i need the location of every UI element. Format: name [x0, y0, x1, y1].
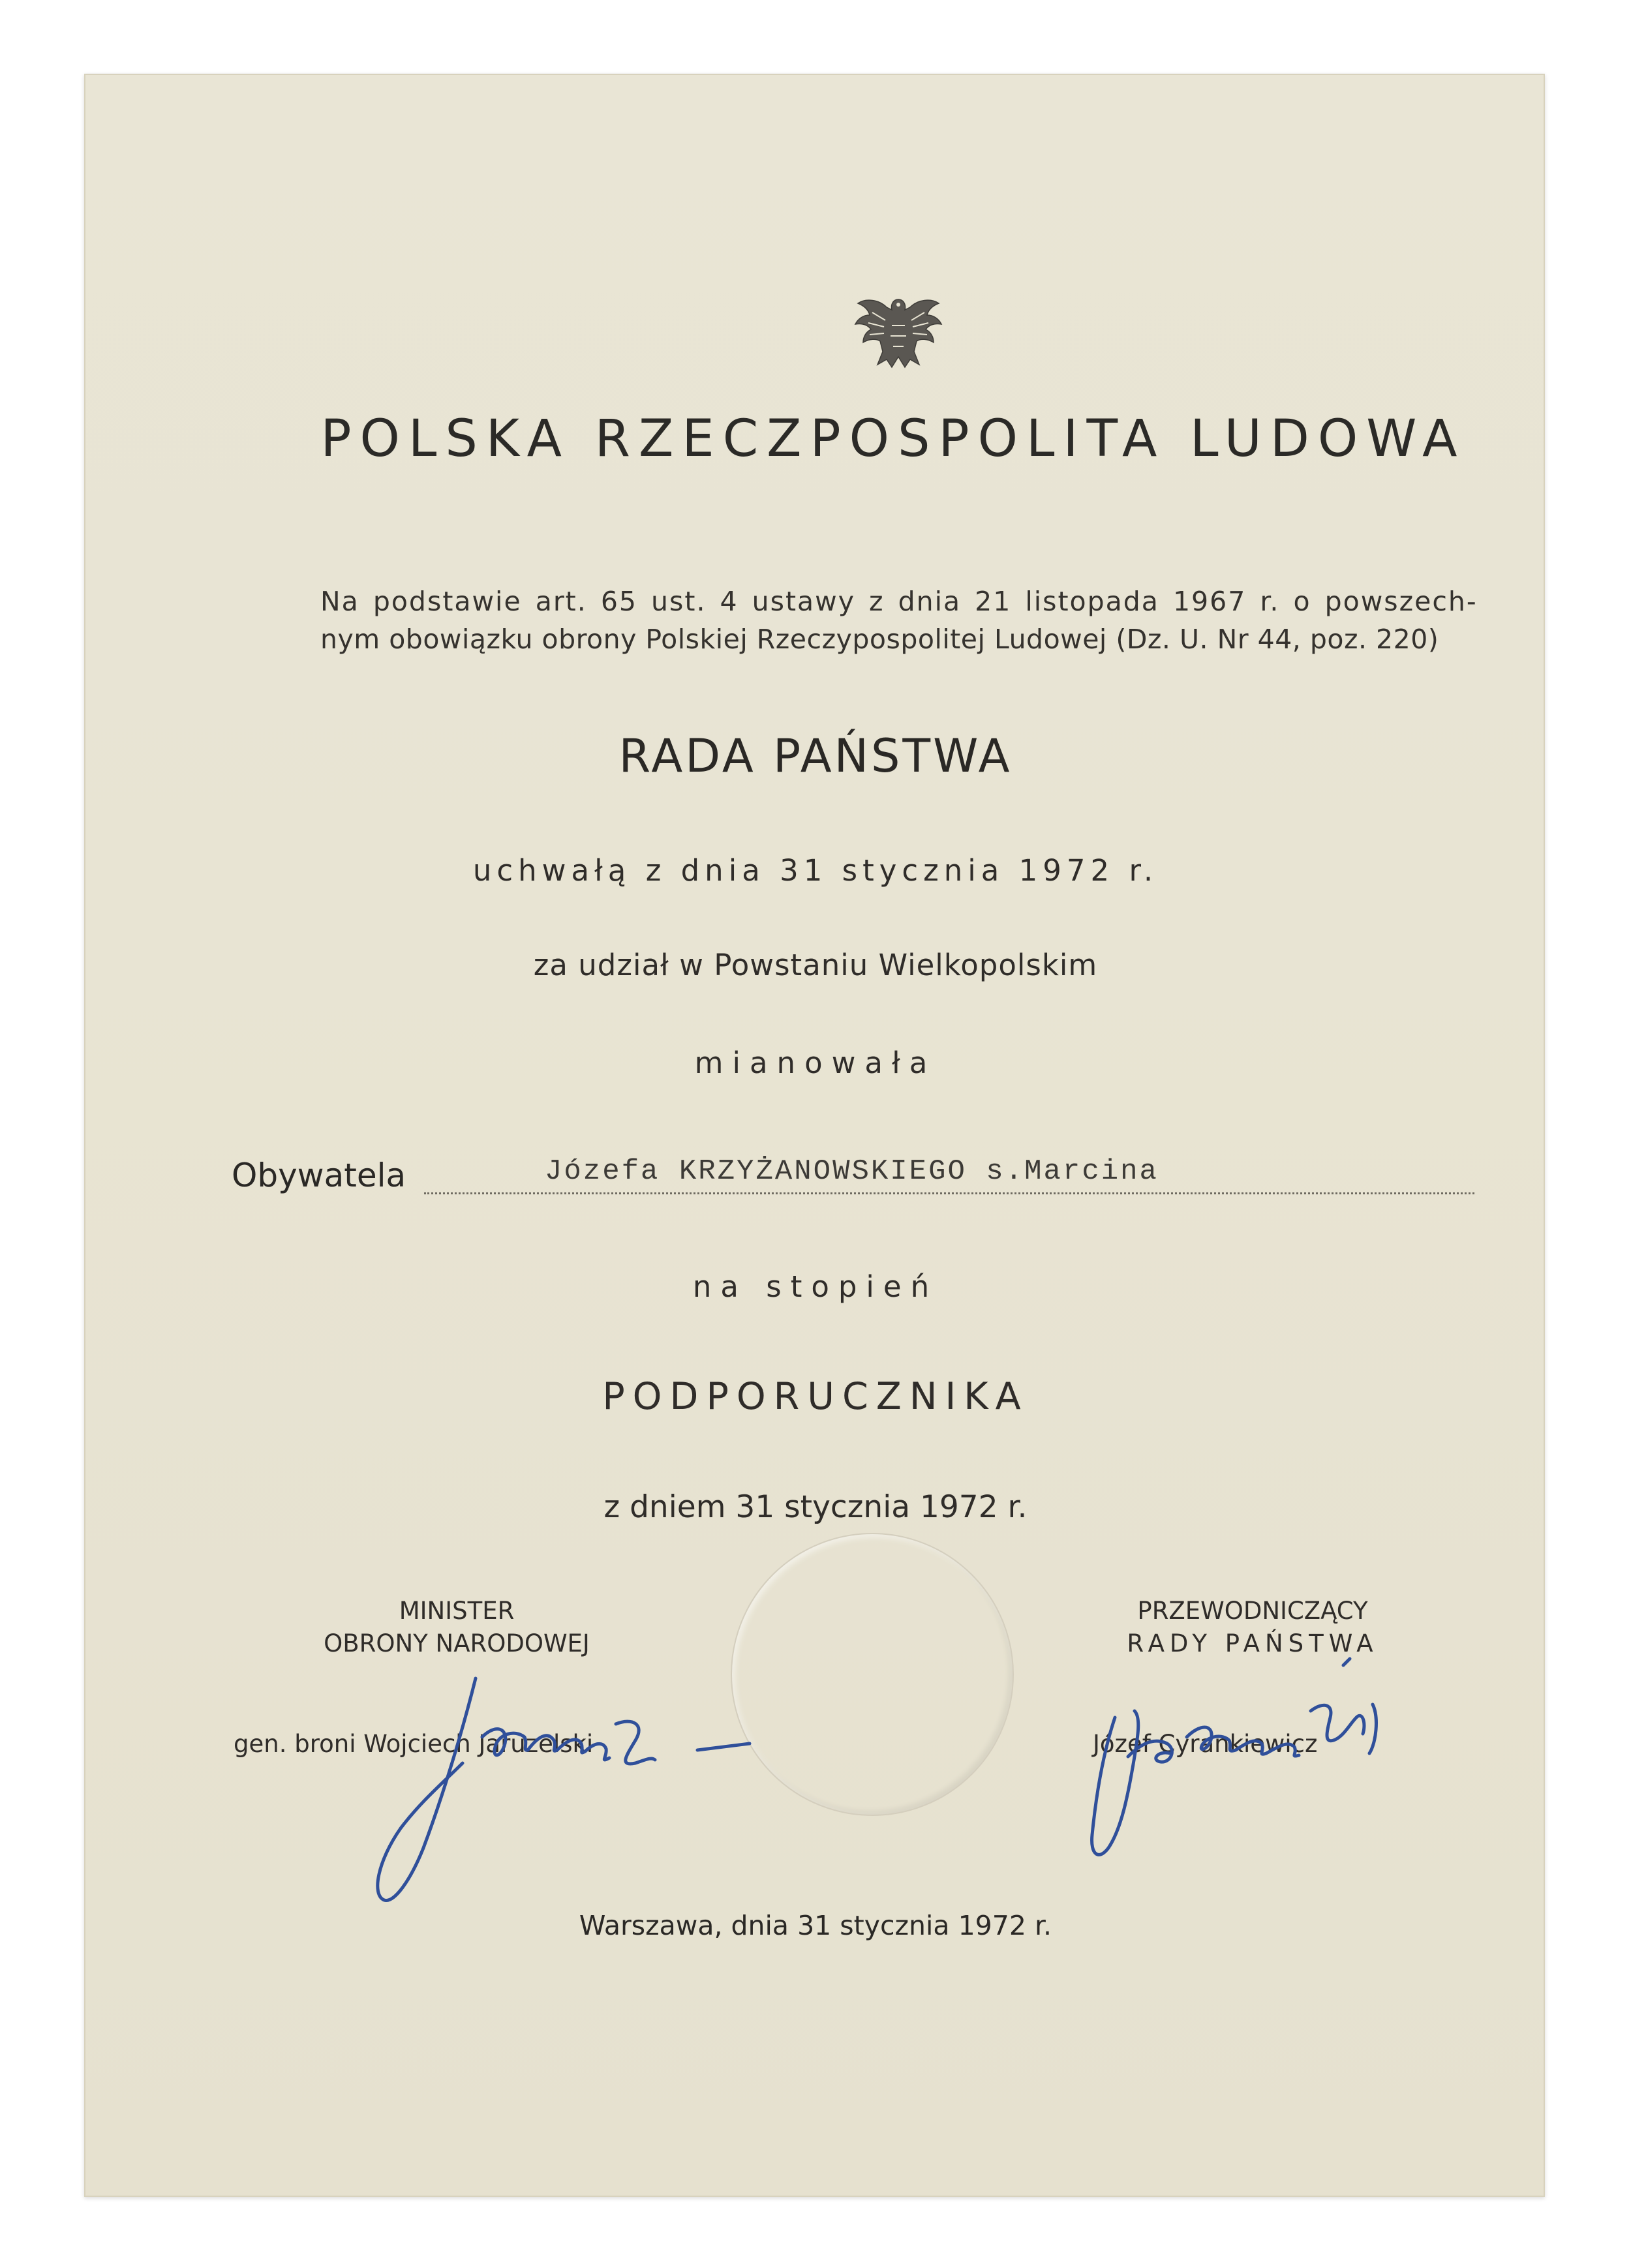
resolution-line: uchwałą z dnia 31 stycznia 1972 r.: [472, 853, 1159, 888]
document-title: POLSKA RZECZPOSPOLITA LUDOWA: [320, 410, 1466, 468]
minister-name: gen. broni Wojciech Jaruzelski: [234, 1730, 594, 1758]
legal-basis-line-1: Na podstawie art. 65 ust. 4 ustawy z dnia 21 listopada 1967 r. o powszech-: [320, 586, 1478, 617]
jaruzelski-signature: [280, 1652, 841, 1926]
chairman-title-line-2: RADY PAŃSTWA: [1127, 1629, 1379, 1657]
citizen-label: Obywatela: [232, 1157, 406, 1194]
rank-title: PODPORUCZNIKA: [602, 1375, 1029, 1418]
certificate-sheet: [84, 74, 1545, 2197]
reason-line: za udział w Powstaniu Wielkopolskim: [533, 948, 1098, 982]
rank-label: na stopień: [692, 1269, 939, 1304]
citizen-dotted-line: [424, 1192, 1474, 1194]
minister-title-line-1: MINISTER: [399, 1597, 515, 1625]
minister-title-line-2: OBRONY NARODOWEJ: [324, 1629, 590, 1657]
effective-date: z dniem 31 stycznia 1972 r.: [603, 1489, 1028, 1525]
polish-eagle-emblem: [846, 286, 951, 378]
legal-basis-line-2: nym obowiązku obrony Polskiej Rzeczypospolitej Ludowej (Dz. U. Nr 44, poz. 220): [320, 624, 1439, 655]
place-and-date: Warszawa, dnia 31 stycznia 1972 r.: [579, 1910, 1052, 1941]
chairman-name: Józef Cyrankiewicz: [1093, 1730, 1318, 1758]
citizen-name: Józefa KRZYŻANOWSKIEGO s.Marcina: [545, 1155, 1159, 1188]
cyrankiewicz-signature: [1037, 1639, 1546, 1887]
action-line: mianowała: [694, 1046, 937, 1080]
chairman-title-line-1: PRZEWODNICZĄCY: [1137, 1597, 1368, 1625]
authority-heading: RADA PAŃSTWA: [618, 729, 1013, 783]
